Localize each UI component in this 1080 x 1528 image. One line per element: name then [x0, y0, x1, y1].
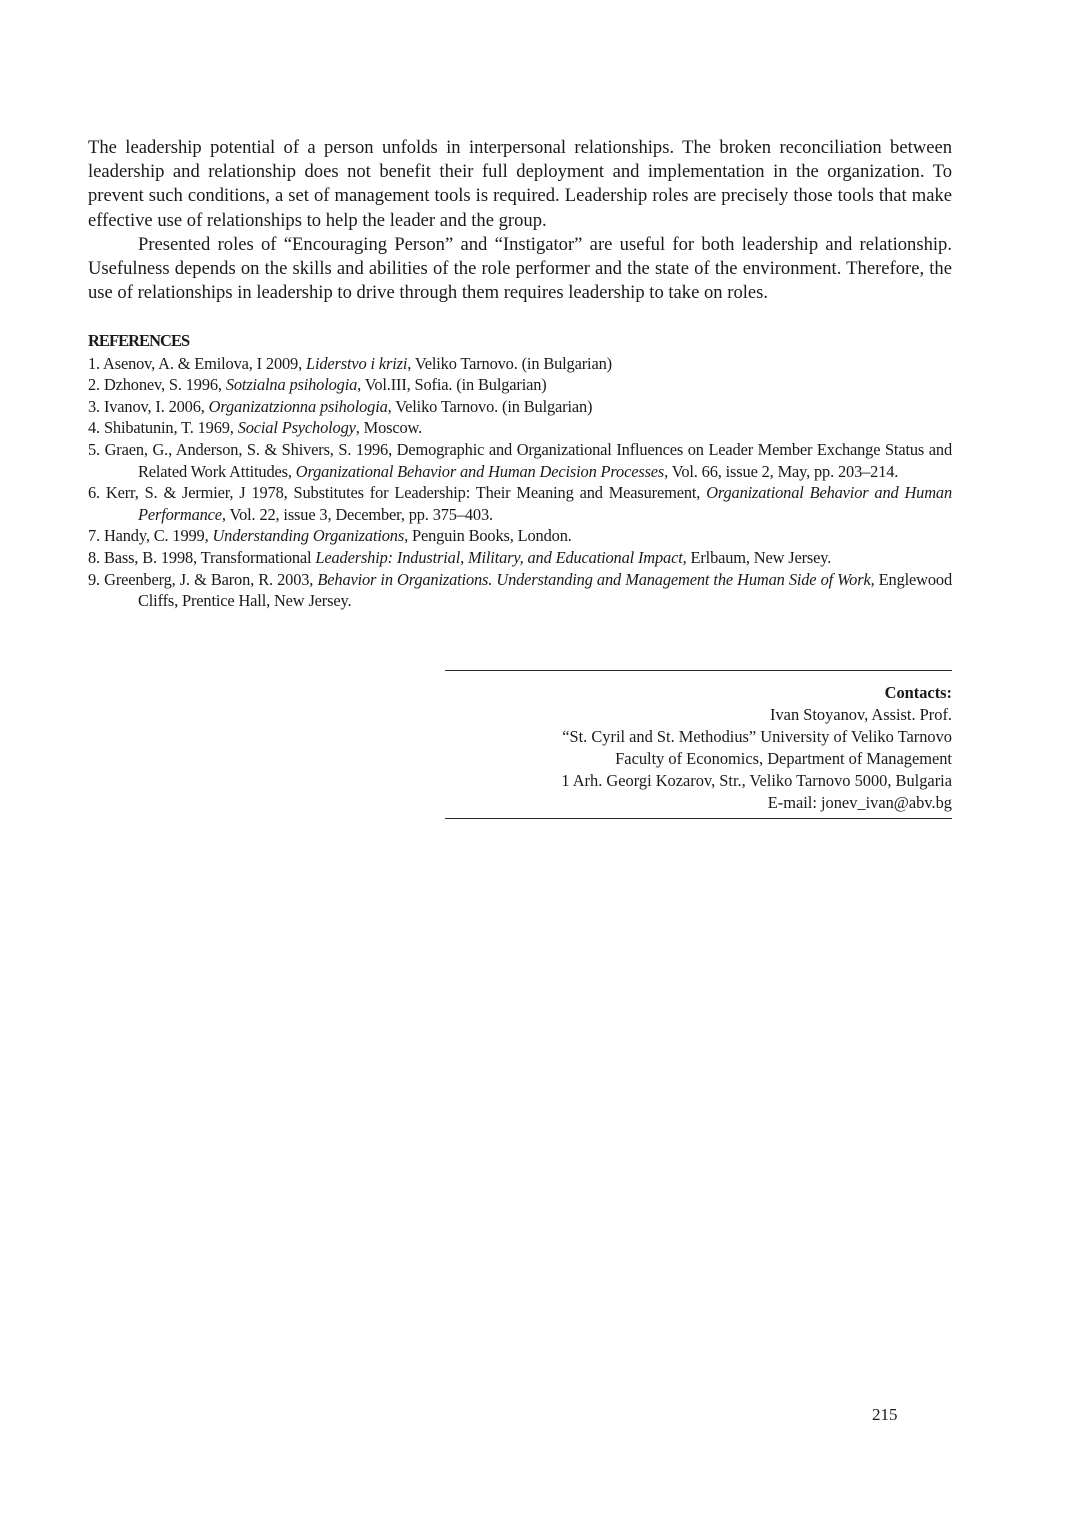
contact-university: “St. Cyril and St. Methodius” University of Veliko Tarnovo [562, 727, 952, 746]
contact-faculty: Faculty of Economics, Department of Management [615, 749, 952, 768]
contacts-top-rule [445, 670, 952, 671]
body-text [88, 136, 952, 305]
page-number: 215 [872, 1405, 898, 1424]
reference-text: , Veliko Tarnovo. (in Bulgarian) [407, 353, 612, 373]
contact-address: 1 Arh. Georgi Kozarov, Str., Veliko Tarnovo 5000, Bulgaria [561, 771, 952, 790]
reference-item [88, 569, 952, 612]
reference-item [88, 439, 952, 482]
reference-item [88, 396, 952, 418]
reference-text: Erlbaum, New Jersey. [686, 547, 832, 567]
reference-title: Understanding Organizations, [212, 526, 409, 546]
reference-list [88, 353, 952, 612]
contacts-bottom-rule [445, 818, 952, 819]
reference-text: 1. Asenov, A. & Emilova, I 2009, [88, 353, 306, 373]
paragraph-1: The leadership potential of a person unfolds in interpersonal relationships. The broken reconciliation between leadership and relationship does not benefit their full deployment and implementation in the organization. To prevent such conditions, a set of management tools is required. Leadership roles are precisely those tools that make effective use of relationships to help the leader and the group. [88, 137, 952, 231]
reference-title: Organizational Behavior and Human Decision Processes [295, 461, 665, 481]
reference-title: Liderstvo i krizi [305, 353, 408, 373]
reference-item [88, 482, 952, 525]
contacts-heading: Contacts: [884, 683, 952, 702]
reference-text: 2. Dzhonev, S. 1996, [88, 375, 226, 395]
reference-item [88, 353, 952, 375]
reference-text: 4. Shibatunin, T. 1969, [88, 418, 238, 438]
reference-item [88, 417, 952, 439]
references-section [88, 330, 952, 612]
reference-text: 7. Handy, C. 1999, [88, 526, 213, 546]
references-heading: REFERENCES [88, 331, 190, 350]
reference-item [88, 374, 952, 396]
reference-title: Organizatzionna psihologia [208, 396, 388, 416]
reference-title: Leadership: Industrial, Military, and Educational Impact, [315, 547, 687, 567]
reference-text: , Vol. 66, issue 2, May, pp. 203–214. [664, 461, 899, 481]
reference-text: 3. Ivanov, I. 2006, [88, 396, 209, 416]
reference-text: , Moscow. [355, 418, 423, 438]
contact-name: Ivan Stoyanov, Assist. Prof. [770, 705, 952, 724]
reference-text: Penguin Books, London. [408, 526, 572, 546]
reference-text: , Veliko Tarnovo. (in Bulgarian) [387, 396, 593, 416]
reference-text: Englewood Cliffs, Prentice Hall, New Jersey. [138, 569, 952, 611]
reference-title: Organizational Behavior and Human Performance [138, 483, 952, 524]
reference-item [88, 547, 952, 569]
reference-text: 8. Bass, B. 1998, Transformational [88, 547, 316, 567]
reference-item [88, 525, 952, 547]
reference-text: 9. Greenberg, J. & Baron, R. 2003, [88, 569, 318, 589]
reference-text: 6. Kerr, S. & Jermier, J 1978, Substitutes for Leadership: Their Meaning and Measurement, [88, 483, 707, 503]
reference-text: , Vol. 22, issue 3, December, pp. 375–403. [221, 504, 493, 524]
reference-text: , Vol.III, Sofia. (in Bulgarian) [357, 375, 547, 395]
contact-email: E-mail: jonev_ivan@abv.bg [767, 793, 952, 812]
paragraph-2: Presented roles of “Encouraging Person” and “Instigator” are useful for both leadership and relationship. Usefulness depends on the skills and abilities of the role performer and the state of the environment. Therefore, the use of relationships in leadership to drive through them requires leadership to take on roles. [88, 233, 952, 304]
contacts-block [432, 682, 952, 814]
reference-title: Social Psychology [237, 418, 356, 438]
reference-title: Sotzialna psihologia [225, 375, 358, 395]
reference-text: 5. Graen, G., Anderson, S. & Shivers, S. 1996, Demographic and Organizational Influences on Leader Member Exchange Status and Related Work Attitudes, [88, 439, 952, 481]
reference-title: Behavior in Organizations. Understanding and Management the Human Side of Work, [317, 569, 875, 589]
